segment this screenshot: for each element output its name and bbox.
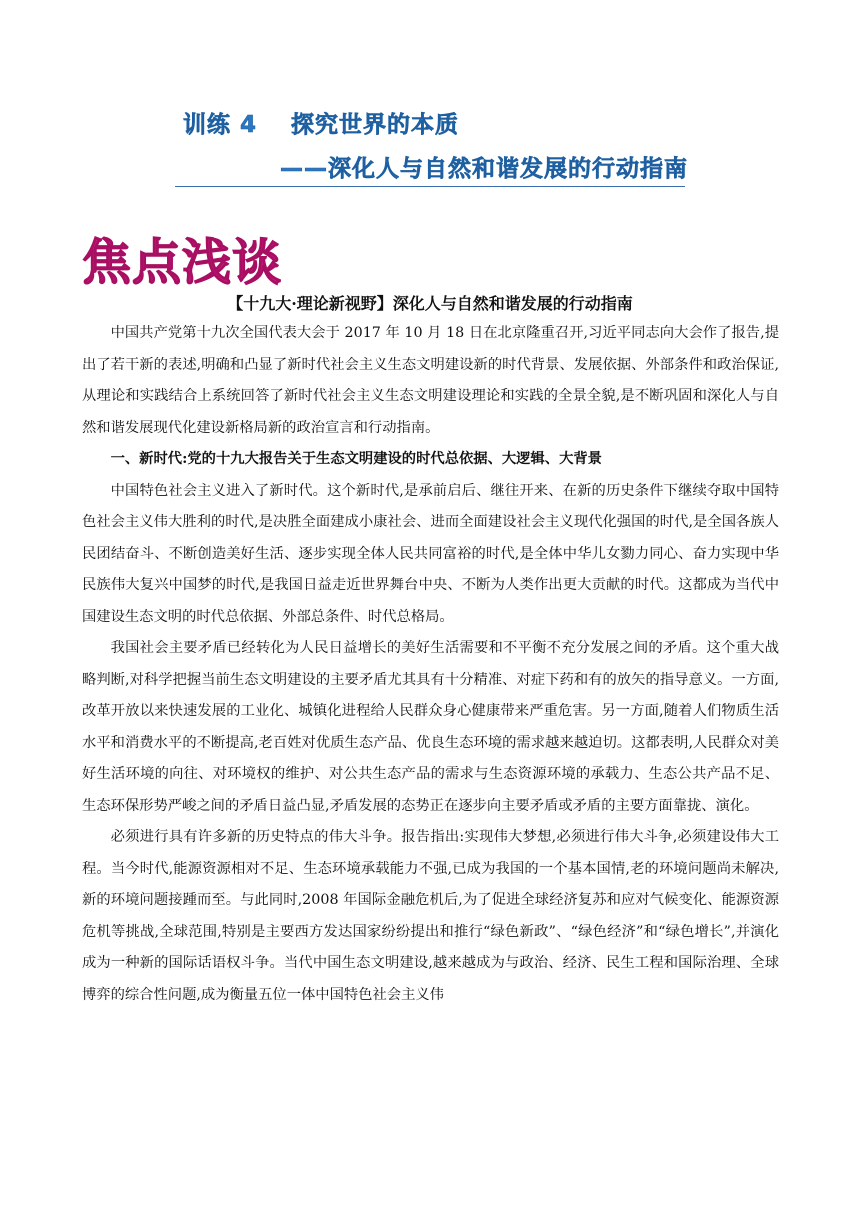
worksheet-subtitle: ——深化人与自然和谐发展的行动指南 [280, 156, 688, 182]
paragraph-intro: 中国共产党第十九次全国代表大会于 2017 年 10 月 18 日在北京隆重召开,习近平同志向大会作了报告,提出了若干新的表述,明确和凸显了新时代社会主义生态文明建设新的时代背景、发展依据、外部条件和政治保证,从理论和实践结合上系统回答了新时代社会主义生态文明建设理论和实践的全景全貌,是不断巩固和深化人与自然和谐发展现代化建设新格局新的政治宣言和行动指南。 [82, 325, 779, 436]
article-body [82, 318, 779, 1011]
paragraph-great-struggle: 必须进行具有许多新的历史特点的伟大斗争。报告指出:实现伟大梦想,必须进行伟大斗争,必须建设伟大工程。当今时代,能源资源相对不足、生态环境承载能力不强,已成为我国的一个基本国情,老的环境问题尚未解决,新的环境问题接踵而至。与此同时,2008 年国际金融危机后,为了促进全球经济复苏和应对气候变化、能源资源危机等挑战,全球范围,特别是主要西方发达国家纷纷提出和推行“绿色新政”、“绿色经济”和“绿色增长”,并演化成为一种新的国际话语权斗争。当代中国生态文明建设,越来越成为与政治、经济、民生工程和国际治理、全球博弈的综合性问题,成为衡量五位一体中国特色社会主义伟 [82, 829, 779, 1003]
subheading-new-era: 一、新时代:党的十九大报告关于生态文明建设的时代总依据、大逻辑、大背景 [110, 451, 602, 467]
paragraph-new-era: 中国特色社会主义进入了新时代。这个新时代,是承前启后、继往开来、在新的历史条件下继续夺取中国特色社会主义伟大胜利的时代,是决胜全面建成小康社会、进而全面建设社会主义现代化强国的时代,是全国各族人民团结奋斗、不断创造美好生活、逐步实现全体人民共同富裕的时代,是全体中华儿女勠力同心、奋力实现中华民族伟大复兴中国梦的时代,是我国日益走近世界舞台中央、不断为人类作出更大贡献的时代。这都成为当代中国建设生态文明的时代总依据、外部总条件、时代总格局。 [82, 482, 779, 625]
title-underline [175, 186, 685, 187]
article-heading: 【十九大·理论新视野】深化人与自然和谐发展的行动指南 [227, 294, 633, 313]
worksheet-title [183, 106, 459, 139]
title-part1: 训练 4 [183, 112, 258, 138]
title-part2: 探究世界的本质 [291, 112, 460, 138]
focus-badge: 焦点浅谈 [82, 234, 283, 291]
paragraph-main-contradiction: 我国社会主要矛盾已经转化为人民日益增长的美好生活需要和不平衡不充分发展之间的矛盾。这个重大战略判断,对科学把握当前生态文明建设的主要矛盾尤其具有十分精准、对症下药和有的放矢的指导意义。一方面,改革开放以来快速发展的工业化、城镇化进程给人民群众身心健康带来严重危害。另一方面,随着人们物质生活水平和消费水平的不断提高,老百姓对优质生态产品、优良生态环境的需求越来越迫切。这都表明,人民群众对美好生活环境的向往、对环境权的维护、对公共生态产品的需求与生态资源环境的承载力、生态公共产品不足、生态环保形势严峻之间的矛盾日益凸显,矛盾发展的态势正在逐步向主要矛盾或矛盾的主要方面靠拢、演化。 [82, 640, 779, 814]
